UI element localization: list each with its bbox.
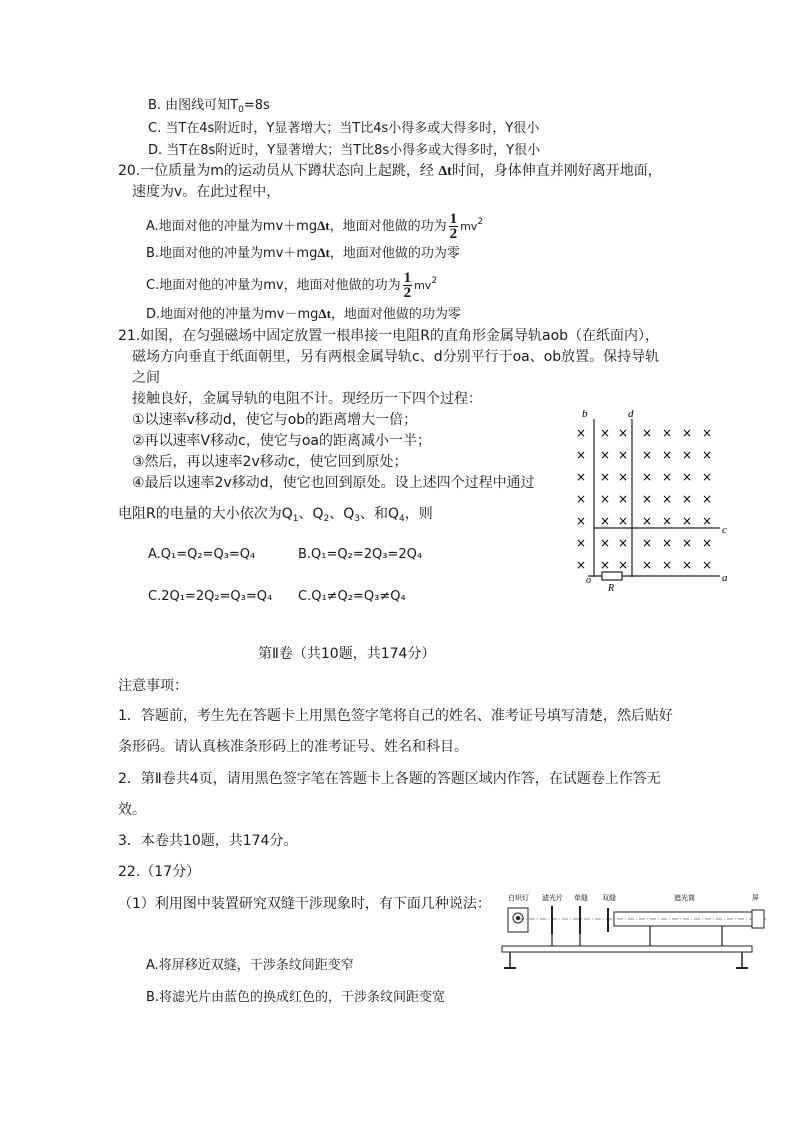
label-lamp: 白炽灯 bbox=[508, 894, 529, 902]
field-cross: × bbox=[576, 558, 587, 572]
field-cross: × bbox=[618, 426, 629, 440]
field-cross: × bbox=[702, 448, 713, 462]
field-cross: × bbox=[576, 448, 587, 462]
q21-option-b: B.Q₁=Q₂=2Q₃=2Q₄ bbox=[298, 547, 423, 562]
field-cross: × bbox=[702, 426, 713, 440]
q22-option-b: B.将滤光片由蓝色的换成红色的，干涉条纹间距变宽 bbox=[146, 990, 446, 1005]
field-cross: × bbox=[600, 536, 611, 550]
field-cross: × bbox=[642, 426, 653, 440]
q20-stem-line2: 速度为v。在此过程中， bbox=[132, 184, 281, 200]
q22-sub1: （1）利用图中装置研究双缝干涉现象时，有下面几种说法： bbox=[118, 896, 491, 912]
field-cross: × bbox=[600, 426, 611, 440]
q19-option-b: B. 由图线可知$T_0=8s$ bbox=[148, 98, 270, 115]
q21-option-c: C.2Q₁=2Q₂=Q₃=Q₄ bbox=[148, 589, 273, 604]
label-d: d bbox=[628, 408, 634, 420]
field-cross: × bbox=[642, 514, 653, 528]
field-cross: × bbox=[618, 470, 629, 484]
label-double-slit: 双缝 bbox=[602, 894, 616, 902]
q21-stem-line4: 接触良好，金属导轨的电阻不计。现经历一下四个过程： bbox=[132, 391, 482, 407]
label-r: R bbox=[608, 583, 615, 594]
q19-option-c: C. 当T在4s附近时，Y显著增大；当T比4s小得多或大得多时，Y很小 bbox=[148, 121, 540, 136]
screen-holder bbox=[752, 910, 764, 928]
part2-title: 第Ⅱ卷（共10题，共174分） bbox=[258, 646, 436, 662]
label-tube: 遮光筒 bbox=[674, 894, 695, 902]
q21-step-2: ②再以速率V移动c，使它与oa的距离减小一半； bbox=[132, 433, 431, 449]
field-cross: × bbox=[576, 514, 587, 528]
field-cross: × bbox=[702, 470, 713, 484]
field-cross: × bbox=[702, 558, 713, 572]
q21-stem-line5: 电阻R的电量的大小依次为$Q_1$、$Q_2$、$Q_3$、和$Q_4$，则 bbox=[118, 506, 433, 524]
field-cross: × bbox=[600, 514, 611, 528]
field-cross: × bbox=[576, 426, 587, 440]
q20-option-b: B.地面对他的冲量为mv＋mgΔt，地面对他做的功为零 bbox=[146, 245, 460, 261]
label-filter: 滤光片 bbox=[542, 894, 563, 902]
field-cross: × bbox=[702, 514, 713, 528]
fraction-half: $\frac{1}{2}$ bbox=[449, 211, 458, 242]
notice-1-line2: 条形码。请认真核准条形码上的准考证号、姓名和科目。 bbox=[118, 739, 468, 755]
lamp-filament bbox=[516, 916, 520, 920]
field-cross: × bbox=[576, 536, 587, 550]
q22-heading: 22.（17分） bbox=[118, 864, 201, 880]
field-cross: × bbox=[600, 470, 611, 484]
field-cross: × bbox=[618, 536, 629, 550]
q21-option-a: A.Q₁=Q₂=Q₃=Q₄ bbox=[148, 547, 256, 562]
field-cross: × bbox=[682, 448, 693, 462]
field-cross: × bbox=[662, 470, 673, 484]
notice-2-line2: 效。 bbox=[118, 802, 146, 818]
q21-stem-line2: 磁场方向垂直于纸面朝里，另有两根金属导轨c、d分别平行于oa、ob放置。保持导轨 bbox=[132, 349, 660, 365]
label-single-slit: 单缝 bbox=[574, 894, 588, 902]
field-cross: × bbox=[662, 514, 673, 528]
q20-stem-line1: 20.一位质量为m的运动员从下蹲状态向上起跳，经 Δt时间，身体伸直并刚好离开地面， bbox=[118, 163, 662, 179]
field-cross: × bbox=[682, 492, 693, 506]
q20-option-c: C.地面对他的冲量为mv，地面对他做的功为 $\frac{1}{2}$ $mv^2$ bbox=[146, 270, 438, 301]
notice-heading: 注意事项： bbox=[118, 678, 188, 694]
q21-step-3: ③然后，再以速率2v移动c，使它回到原处； bbox=[132, 454, 408, 470]
field-cross: × bbox=[702, 492, 713, 506]
double-slit-apparatus bbox=[498, 888, 778, 974]
q21-stem-line1: 21.如图，在匀强磁场中固定放置一根串接一电阻R的直角形金属导轨aob（在纸面内）， bbox=[118, 328, 660, 344]
field-cross: × bbox=[618, 558, 629, 572]
label-c: c bbox=[722, 524, 727, 536]
q19-option-d: D. 当T在8s附近时，Y显著增大；当T比8s小得多或大得多时，Y很小 bbox=[148, 143, 541, 158]
field-cross: × bbox=[600, 492, 611, 506]
field-cross: × bbox=[662, 448, 673, 462]
notice-1-line1: 1．答题前，考生先在答题卡上用黑色签字笔将自己的姓名、准考证号填写清楚，然后贴好 bbox=[118, 708, 673, 724]
q21-stem-line3: 之间 bbox=[132, 370, 160, 386]
field-cross: × bbox=[702, 536, 713, 550]
label-a: a bbox=[722, 572, 728, 584]
field-cross: × bbox=[576, 492, 587, 506]
q22-option-a: A.将屏移近双缝，干涉条纹间距变窄 bbox=[146, 958, 354, 973]
notice-2-line1: 2．第Ⅱ卷共4页，请用黑色签字笔在答题卡上各题的答题区域内作答，在试题卷上作答无 bbox=[118, 771, 661, 787]
field-cross: × bbox=[682, 558, 693, 572]
field-cross: × bbox=[682, 514, 693, 528]
field-cross: × bbox=[642, 558, 653, 572]
field-cross: × bbox=[682, 426, 693, 440]
field-cross: × bbox=[662, 426, 673, 440]
field-cross: × bbox=[642, 470, 653, 484]
resistor-r bbox=[602, 572, 622, 580]
field-cross: × bbox=[662, 492, 673, 506]
field-cross: × bbox=[600, 558, 611, 572]
field-cross: × bbox=[600, 448, 611, 462]
q21-option-d: C.Q₁≠Q₂=Q₃≠Q₄ bbox=[298, 589, 406, 604]
notice-3: 3．本卷共10题，共174分。 bbox=[118, 833, 298, 849]
label-o: o bbox=[586, 575, 591, 586]
field-cross: × bbox=[682, 536, 693, 550]
field-cross: × bbox=[642, 536, 653, 550]
field-cross: × bbox=[618, 492, 629, 506]
field-crosses bbox=[576, 426, 712, 572]
q20-option-a: A.地面对他的冲量为mv＋mgΔt，地面对他做的功为 $\frac{1}{2}$ $mv^2$ bbox=[146, 211, 484, 242]
fraction-half: $\frac{1}{2}$ bbox=[403, 270, 412, 301]
field-cross: × bbox=[642, 492, 653, 506]
field-cross: × bbox=[618, 448, 629, 462]
q20-option-d: D.地面对他的冲量为mv－mgΔt，地面对他做的功为零 bbox=[146, 306, 461, 322]
field-cross: × bbox=[682, 470, 693, 484]
label-screen: 屏 bbox=[752, 894, 759, 902]
label-b: b bbox=[582, 408, 588, 420]
field-cross: × bbox=[642, 448, 653, 462]
optical-bench bbox=[502, 946, 752, 952]
magnetic-field-figure bbox=[570, 405, 740, 595]
q21-step-4: ④最后以速率2v移动d，使它也回到原处。设上述四个过程中通过 bbox=[132, 475, 535, 491]
field-cross: × bbox=[662, 558, 673, 572]
field-cross: × bbox=[662, 536, 673, 550]
field-cross: × bbox=[576, 470, 587, 484]
q21-step-1: ①以速率v移动d，使它与ob的距离增大一倍； bbox=[132, 412, 418, 428]
field-cross: × bbox=[618, 514, 629, 528]
